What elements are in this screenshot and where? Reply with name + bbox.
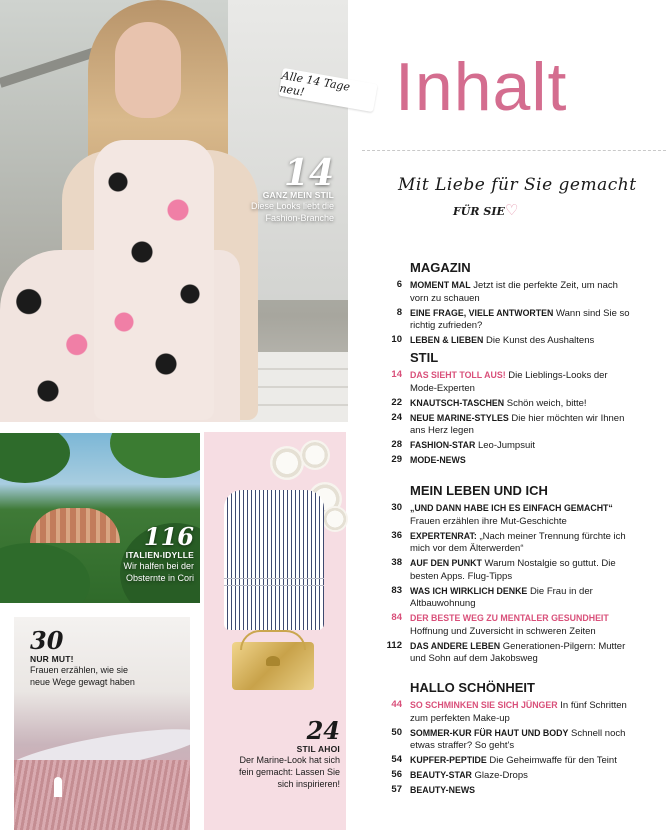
feature-desc-line: fein gemacht: Lassen Sie <box>238 767 340 777</box>
page-number: 38 <box>391 557 402 568</box>
page-number: 84 <box>391 612 402 623</box>
feature-page-number: 24 <box>306 716 340 745</box>
toc-section <box>366 483 666 667</box>
entry-heading: DAS SIEHT TOLL AUS! <box>410 370 506 380</box>
page-number: 30 <box>391 502 402 513</box>
entry-body <box>410 279 636 305</box>
cotton-flower <box>300 440 330 470</box>
entry-text: Generationen-Pilgern: Mutter und Sohn auf dem Jakobsweg <box>410 640 626 664</box>
feature-desc-line: Frauen erzählen, wie sie <box>30 665 129 675</box>
entry-body <box>410 640 636 666</box>
cotton-flower <box>322 506 348 532</box>
entry-heading: SO SCHMINKEN SIE SICH JÜNGER <box>410 700 558 710</box>
entry-body <box>410 454 636 468</box>
entry-heading: LEBEN & LIEBEN <box>410 335 484 345</box>
entry-heading: MODE-NEWS <box>410 455 466 465</box>
tagline: Mit Liebe für Sie gemacht <box>398 175 637 195</box>
page-number: 22 <box>391 396 402 408</box>
entry-body <box>410 557 636 583</box>
entry-heading: SOMMER-KUR FÜR HAUT UND BODY <box>410 727 569 738</box>
entry-heading: BEAUTY-NEWS <box>410 785 476 795</box>
toc-entry[interactable] <box>366 640 666 666</box>
toc-entry[interactable] <box>366 727 666 753</box>
entry-body <box>410 612 636 638</box>
page-number: 83 <box>391 584 402 596</box>
blouse-belt <box>224 578 324 586</box>
feature-courage[interactable] <box>30 628 180 688</box>
entry-text: Schnell noch etwas straffer? So geht's <box>410 727 626 751</box>
page-title: Inhalt <box>395 49 568 125</box>
toc-entry[interactable] <box>366 369 666 395</box>
page-number: 10 <box>391 334 402 345</box>
feature-desc-line: neue Wege gewagt haben <box>30 677 135 687</box>
feature-kicker: STIL AHOI <box>296 744 340 754</box>
bag-clasp <box>266 656 280 666</box>
toc-entry[interactable] <box>366 784 666 798</box>
divider <box>362 150 666 151</box>
section-title: HALLO SCHÖNHEIT <box>410 680 535 695</box>
section-title: STIL <box>410 350 439 365</box>
page-number: 24 <box>391 411 402 423</box>
entry-heading: EINE FRAGE, VIELE ANTWORTEN <box>410 307 554 318</box>
toc-entry[interactable] <box>366 397 666 411</box>
toc-entry[interactable] <box>366 530 666 556</box>
entry-text: Schön weich, bitte! <box>506 397 587 409</box>
striped-blouse <box>224 490 324 630</box>
toc-section <box>366 260 666 349</box>
entry-text: Die hier möchten wir Ihnen ans Herz legen <box>410 412 625 436</box>
page-number: 6 <box>396 279 402 290</box>
toc-entry[interactable] <box>366 585 666 611</box>
feature-kicker: ITALIEN-IDYLLE <box>125 550 194 560</box>
feature-desc-line: Fashion-Branche <box>265 213 334 223</box>
entry-body <box>410 307 636 333</box>
feature-style[interactable] <box>232 152 334 224</box>
toc-entry[interactable] <box>366 612 666 638</box>
bag-chain <box>240 630 306 650</box>
brand-logo: FÜR SIE <box>453 205 505 218</box>
toc-entry[interactable] <box>366 439 666 453</box>
entry-text: Leo-Jumpsuit <box>477 440 535 451</box>
entry-text: Glaze-Drops <box>474 770 528 781</box>
feature-desc-line: Diese Looks liebt die <box>250 201 334 211</box>
feature-page-number: 116 <box>143 522 194 551</box>
toc-section <box>366 350 666 469</box>
section-title: MAGAZIN <box>410 260 471 275</box>
entry-heading: DER BESTE WEG ZU MENTALER GESUNDHEIT <box>410 613 609 623</box>
toc-entry[interactable] <box>366 307 666 333</box>
cotton-flower <box>270 446 304 480</box>
entry-body <box>410 530 636 556</box>
page-number: 36 <box>391 529 402 541</box>
entry-body <box>410 397 636 411</box>
entry-heading: FASHION-STAR <box>410 440 476 450</box>
feature-desc-line: Wir halfen bei der <box>123 561 194 571</box>
tree <box>110 433 200 478</box>
entry-text: Die Frau in der Altbauwohnung <box>410 585 593 609</box>
entry-text: Frauen erzählen ihre Mut-Geschichte <box>410 515 567 527</box>
entry-heading: MOMENT MAL <box>410 280 471 290</box>
page-number: 14 <box>391 369 402 380</box>
page-number: 112 <box>386 639 402 651</box>
feature-desc-line: sich inspirieren! <box>277 779 340 789</box>
toc-entry[interactable] <box>366 334 666 348</box>
entry-body <box>410 754 636 768</box>
entry-text: „Nach meiner Trennung fürchte ich mich vor dem Älterwerden“ <box>410 530 626 554</box>
feature-kicker: NUR MUT! <box>30 654 74 664</box>
toc-entry[interactable] <box>366 699 666 725</box>
heart-icon: ♡ <box>505 202 519 219</box>
entry-body <box>410 727 636 753</box>
frequency-badge: Alle 14 Tage neu! <box>278 68 377 112</box>
model-face <box>115 22 181 118</box>
feature-marine[interactable] <box>214 718 340 790</box>
entry-heading: KNAUTSCH-TASCHEN <box>410 397 505 408</box>
section-title: MEIN LEBEN UND ICH <box>410 483 548 498</box>
page-number: 29 <box>391 454 402 465</box>
entry-body <box>410 412 636 438</box>
entry-text: Jetzt ist die perfekte Zeit, um nach vorn zu schauen <box>410 280 618 304</box>
feature-page-number: 14 <box>283 152 334 194</box>
entry-body <box>410 784 636 798</box>
entry-heading: „UND DANN HABE ICH ES EINFACH GEMACHT“ <box>410 503 613 513</box>
tree <box>0 543 90 603</box>
entry-heading: WAS ICH WIRKLICH DENKE <box>410 585 528 596</box>
page-number: 28 <box>391 439 402 450</box>
page-number: 56 <box>391 769 402 780</box>
entry-text: Die Kunst des Aushaltens <box>485 335 595 346</box>
feature-desc-line: Obsternte in Cori <box>125 573 194 583</box>
entry-text: Die Lieblings-Looks der Mode-Experten <box>410 370 608 394</box>
toc-entry[interactable] <box>366 754 666 768</box>
feature-italy[interactable] <box>104 524 194 584</box>
tree <box>0 433 70 483</box>
entry-body <box>410 699 636 725</box>
toc-entry[interactable] <box>366 769 666 783</box>
entry-heading: EXPERTENRAT: <box>410 530 477 541</box>
gold-handbag <box>232 642 314 690</box>
toc-entry[interactable] <box>366 454 666 468</box>
page-number: 54 <box>391 754 402 765</box>
figure-in-boat <box>54 777 62 797</box>
entry-heading: NEUE MARINE-STYLES <box>410 412 509 423</box>
model-top <box>94 140 214 420</box>
page-number: 57 <box>391 784 402 795</box>
entry-text: Hoffnung und Zuversicht in schweren Zeiten <box>410 625 596 637</box>
page-number: 44 <box>391 699 402 710</box>
toc-entry[interactable] <box>366 279 666 305</box>
entry-text: Wann sind Sie so richtig zufrieden? <box>410 307 630 331</box>
entry-body <box>410 502 636 528</box>
feature-page-number: 30 <box>30 626 64 655</box>
entry-body <box>410 439 636 453</box>
feature-kicker: GANZ MEIN STIL <box>262 190 334 200</box>
feature-desc-line: Der Marine-Look hat sich <box>239 755 340 765</box>
entry-body <box>410 369 636 395</box>
entry-heading: KUPFER-PEPTIDE <box>410 755 487 765</box>
entry-body <box>410 585 636 611</box>
entry-text: Warum Nostalgie so guttut. Die besten Apps. Flug-Tipps <box>410 558 616 582</box>
entry-heading: DAS ANDERE LEBEN <box>410 640 501 651</box>
reeds <box>14 760 190 830</box>
entry-heading: BEAUTY-STAR <box>410 770 472 780</box>
toc-entry[interactable] <box>366 557 666 583</box>
toc-section <box>366 680 666 799</box>
page-number: 50 <box>391 726 402 738</box>
entry-heading: AUF DEN PUNKT <box>410 558 482 568</box>
entry-text: In fünf Schritten zum perfekten Make-up <box>410 700 627 724</box>
page-number: 8 <box>396 306 402 318</box>
toc-entry[interactable] <box>366 412 666 438</box>
entry-text: Die Geheimwaffe für den Teint <box>489 755 617 766</box>
entry-body <box>410 769 636 783</box>
entry-body <box>410 334 636 348</box>
toc-entry[interactable] <box>366 502 666 528</box>
